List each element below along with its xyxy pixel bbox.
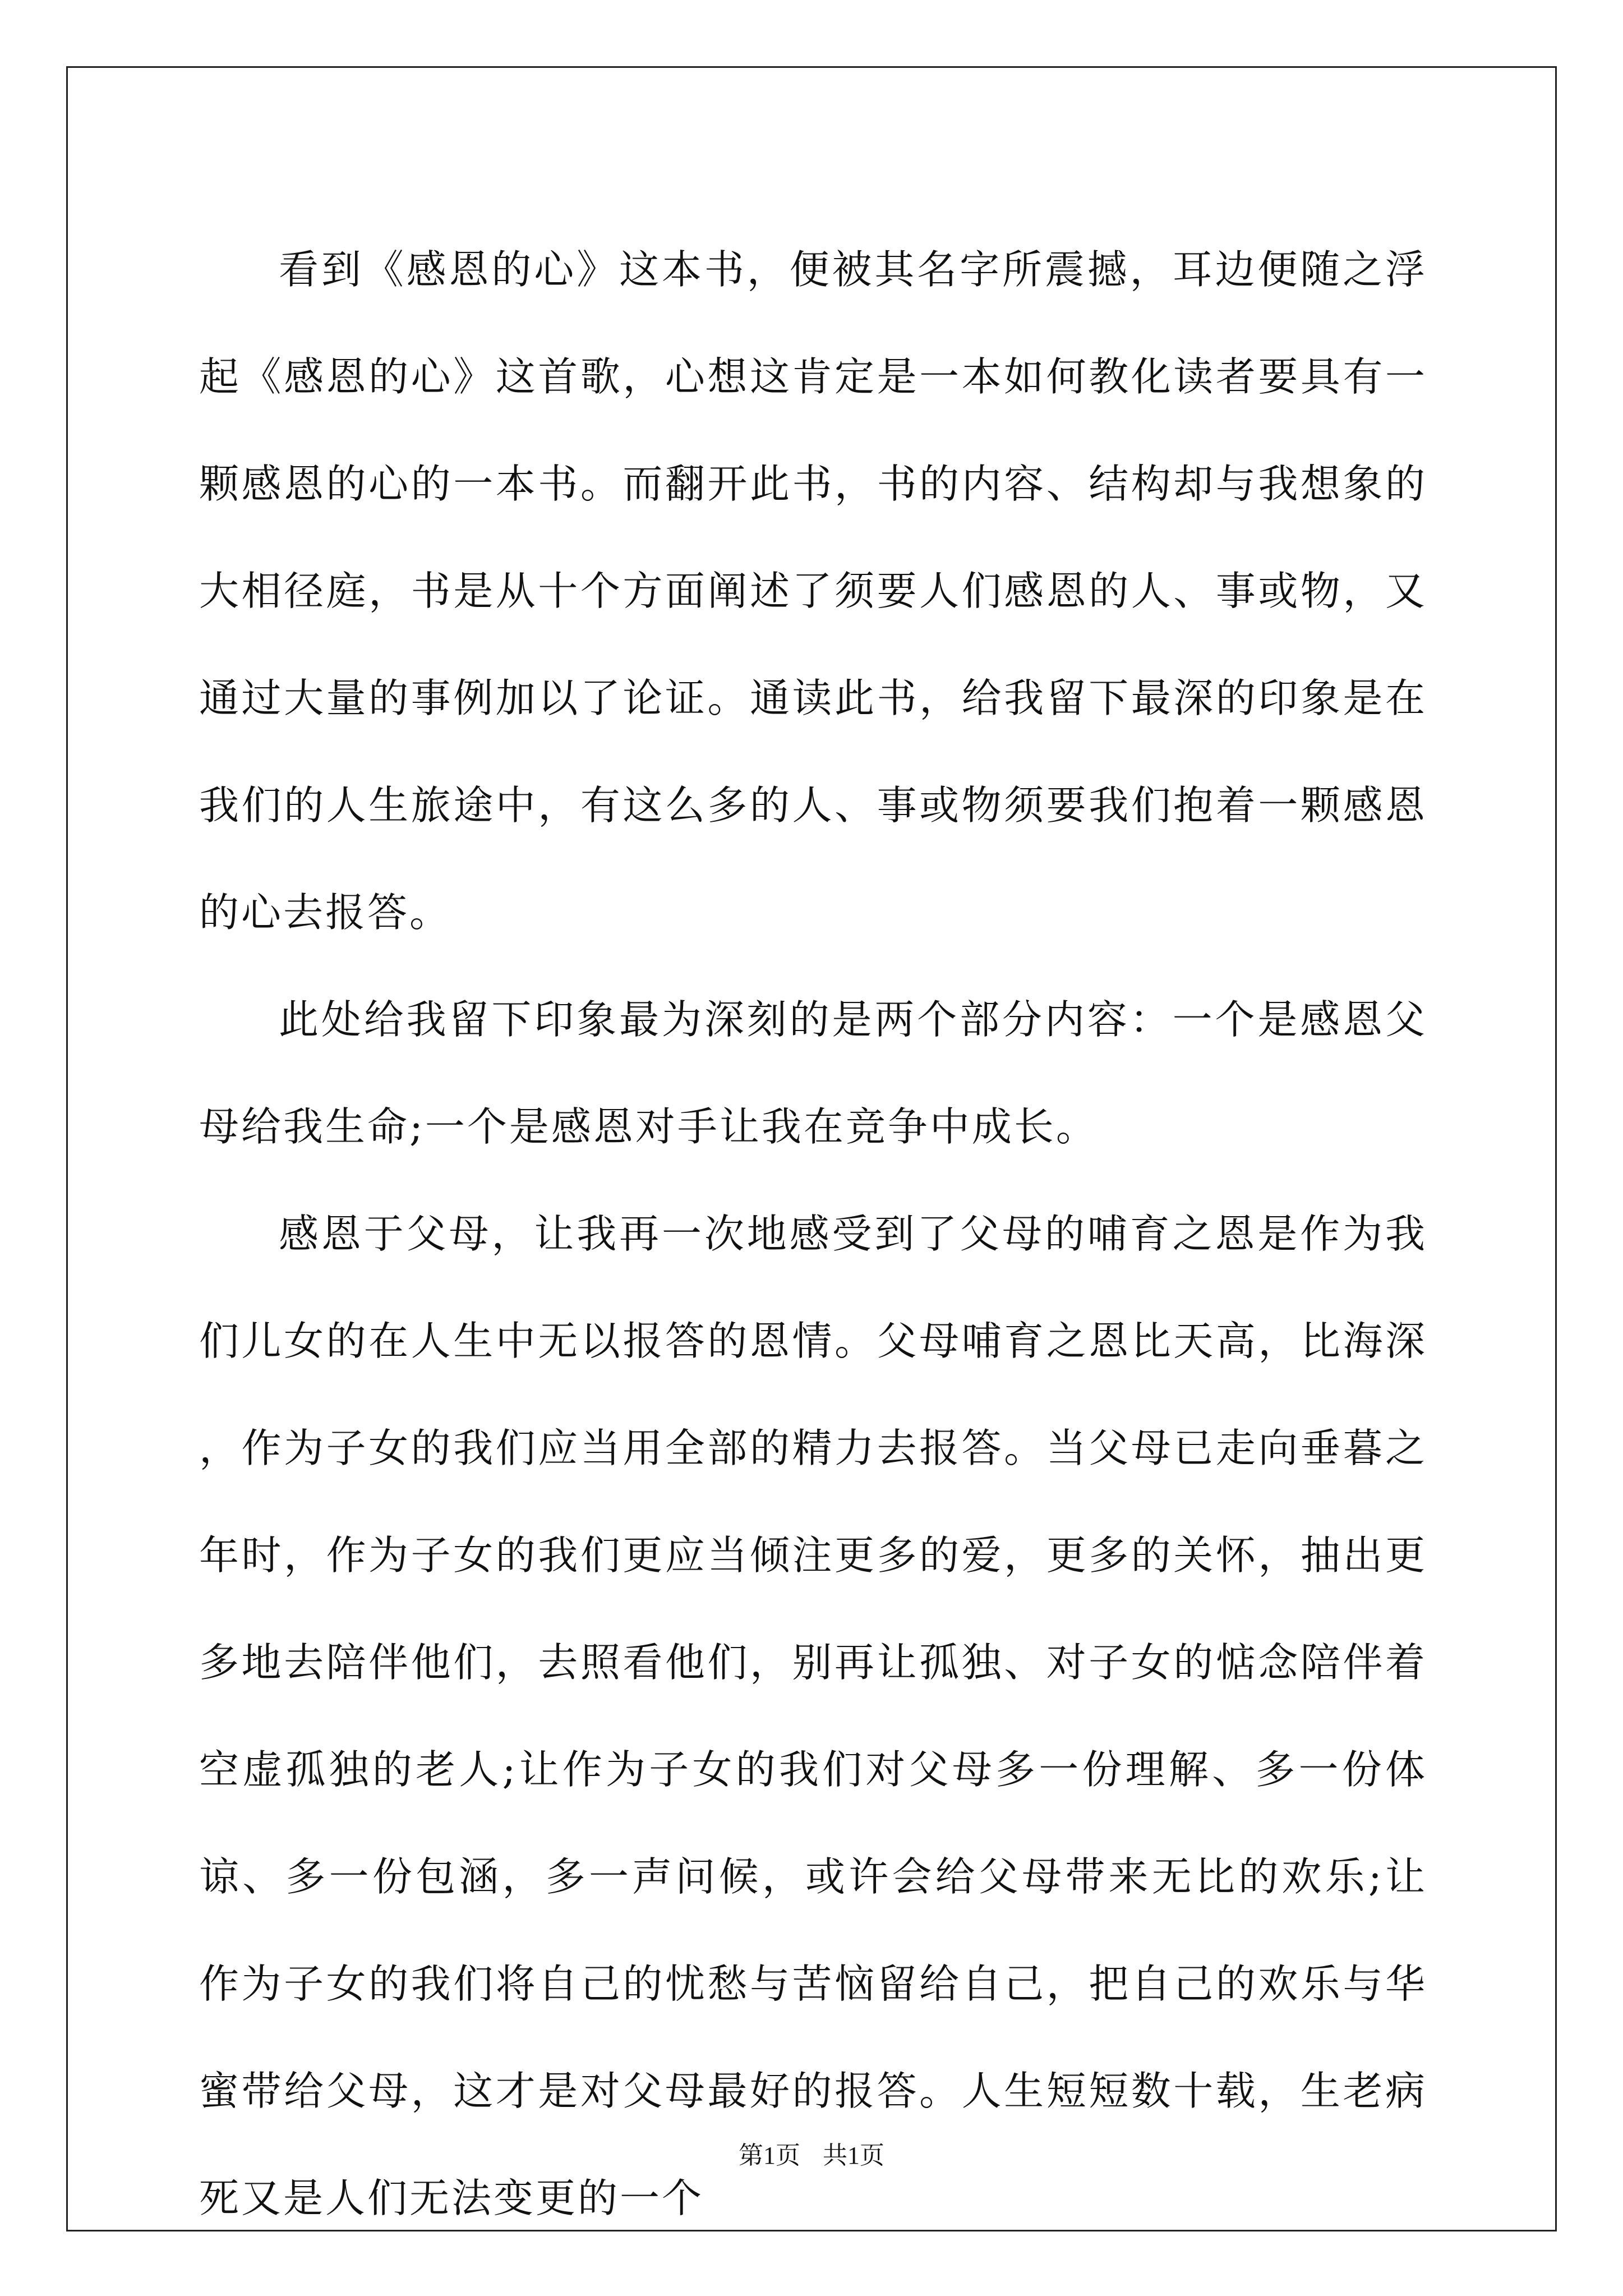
document-body — [199, 216, 1427, 2252]
page-total: 共1页 — [823, 2142, 884, 2169]
paragraph-1: 看到《感恩的心》这本书，便被其名字所震撼，耳边便随之浮起《感恩的心》这首歌，心想这肯定是一本如何教化读者要具有一颗感恩的心的一本书。而翻开此书，书的内容、结构却与我想象的大相径庭，书是从十个方面阐述了须要人们感恩的人、事或物，又通过大量的事例加以了论证。通读此书，给我留下最深的印象是在我们的人生旅途中，有这么多的人、事或物须要我们抱着一颗感恩的心去报答。 — [199, 246, 1427, 936]
paragraph-2: 此处给我留下印象最为深刻的是两个部分内容：一个是感恩父母给我生命;一个是感恩对手让我在竞争中成长。 — [199, 996, 1427, 1150]
paragraph-3: 感恩于父母，让我再一次地感受到了父母的哺育之恩是作为我们儿女的在人生中无以报答的恩情。父母哺育之恩比天高，比海深，作为子女的我们应当用全部的精力去报答。当父母已走向垂暮之年时，作为子女的我们更应当倾注更多的爱，更多的关怀，抽出更多地去陪伴他们，去照看他们，别再让孤独、对子女的惦念陪伴着空虚孤独的老人;让作为子女的我们对父母多一份理解、多一份体谅、多一份包涵，多一声问候，或许会给父母带来无比的欢乐;让作为子女的我们将自己的忧愁与苦恼留给自己，把自己的欢乐与华蜜带给父母，这才是对父母最好的报答。人生短短数十载，生老病死又是人们无法变更的一个 — [199, 1211, 1427, 2221]
page-number: 第1页 — [739, 2142, 800, 2169]
page-footer — [0, 2139, 1623, 2173]
